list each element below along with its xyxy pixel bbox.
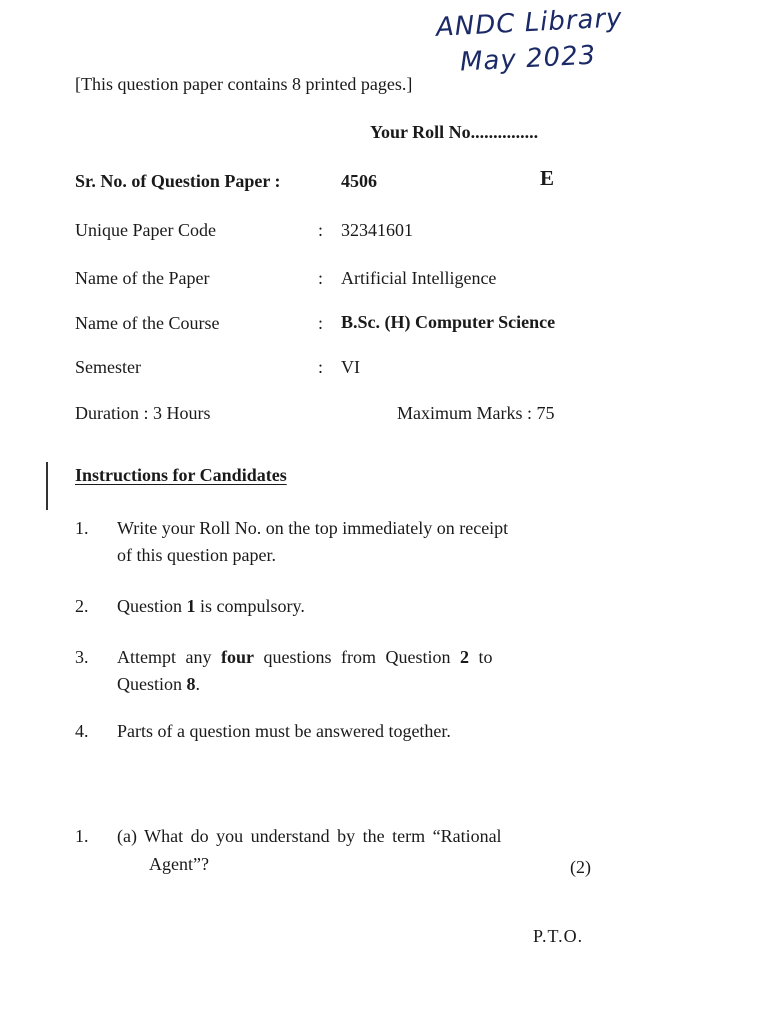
instruction-3-line-2: Question 8. <box>117 674 200 694</box>
pages-note: [This question paper contains 8 printed pages.] <box>75 74 413 94</box>
instruction-3-line-1: Attempt any four questions from Question 2 to <box>117 647 493 667</box>
field-value-paper-code: 32341601 <box>341 220 413 240</box>
instruction-number: 1. <box>75 518 89 538</box>
field-colon: : <box>318 268 324 288</box>
question-marks: (2) <box>570 857 591 877</box>
instruction-2: Question 1 is compulsory. <box>117 596 305 616</box>
set-letter: E <box>540 166 555 190</box>
question-1a-line-1: (a) What do you understand by the term “Rational <box>117 826 502 846</box>
margin-mark <box>46 462 48 510</box>
question-1a-line-2: Agent”? <box>149 854 209 874</box>
max-marks: Maximum Marks : 75 <box>397 403 555 423</box>
field-label-paper-code: Unique Paper Code <box>75 220 216 240</box>
field-label-course-name: Name of the Course <box>75 313 220 333</box>
field-label-semester: Semester <box>75 357 141 377</box>
sr-no-value: 4506 <box>341 171 377 191</box>
field-label-paper-name: Name of the Paper <box>75 268 210 288</box>
field-value-course-name: B.Sc. (H) Computer Science <box>341 312 556 332</box>
field-value-semester: VI <box>341 357 360 377</box>
question-number: 1. <box>75 826 89 846</box>
roll-number-line: Your Roll No............... <box>370 122 539 142</box>
handwritten-library-note: ANDC Library <box>435 3 624 43</box>
instruction-4: Parts of a question must be answered together. <box>117 721 451 741</box>
field-colon: : <box>318 313 324 333</box>
handwritten-date-note: May 2023 <box>459 40 597 78</box>
instruction-1-line-1: Write your Roll No. on the top immediately on receipt <box>117 518 509 538</box>
field-value-paper-name: Artificial Intelligence <box>341 268 497 288</box>
field-colon: : <box>318 220 324 240</box>
sr-no-label: Sr. No. of Question Paper : <box>75 171 281 191</box>
instructions-title: Instructions for Candidates <box>75 465 287 485</box>
instruction-number: 3. <box>75 647 89 667</box>
pto-label: P.T.O. <box>533 926 584 946</box>
duration: Duration : 3 Hours <box>75 403 211 423</box>
instruction-number: 2. <box>75 596 89 616</box>
instruction-1-line-2: of this question paper. <box>117 545 276 565</box>
instruction-number: 4. <box>75 721 89 741</box>
field-colon: : <box>318 357 324 377</box>
